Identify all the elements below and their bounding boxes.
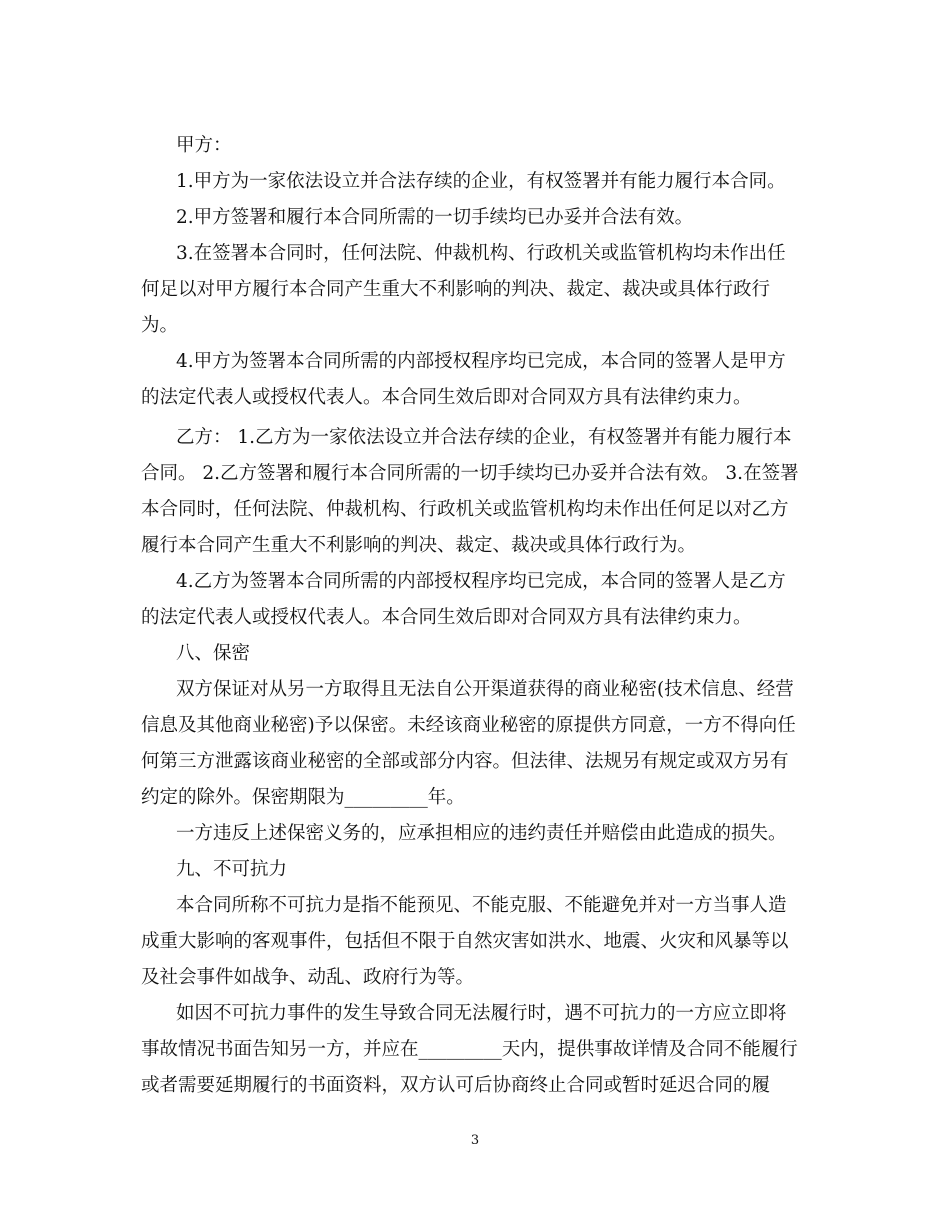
page-number: 3 <box>470 1133 480 1148</box>
text-line: 双方保证对从另一方取得且无法自公开渠道获得的商业秘密(技术信息、经营 <box>176 679 794 700</box>
text-line: 2.甲方签署和履行本合同所需的一切手续均已办妥并合法有效。 <box>176 207 694 228</box>
text-line: 4.乙方为签署本合同所需的内部授权程序均已完成，本合同的签署人是乙方 <box>176 571 786 592</box>
text-line: 信息及其他商业秘密)予以保密。未经该商业秘密的原提供方同意，一方不得向任 <box>141 715 796 736</box>
text-line: 何第三方泄露该商业秘密的全部或部分内容。但法律、法规另有规定或双方另有 <box>141 751 789 772</box>
section-heading-confidentiality: 八、保密 <box>176 643 251 664</box>
text-line: 合同。 2.乙方签署和履行本合同所需的一切手续均已办妥并合法有效。 3.在签署 <box>141 463 799 484</box>
party-b-paragraph-line: 乙方： 1.乙方为一家依法设立并合法存续的企业，有权签署并有能力履行本 <box>176 427 792 448</box>
text-line: 如因不可抗力事件的发生导致合同无法履行时，遇不可抗力的一方应立即将 <box>176 1003 787 1024</box>
text-line: 一方违反上述保密义务的，应承担相应的违约责任并赔偿由此造成的损失。 <box>176 823 787 844</box>
text-line: 的法定代表人或授权代表人。本合同生效后即对合同双方具有法律约束力。 <box>141 607 752 628</box>
text-line: 或者需要延期履行的书面资料，双方认可后协商终止合同或暂时延迟合同的履 <box>141 1075 771 1096</box>
text-line: 3.在签署本合同时，任何法院、仲裁机构、行政机关或监管机构均未作出任 <box>176 243 786 264</box>
text-line: 的法定代表人或授权代表人。本合同生效后即对合同双方具有法律约束力。 <box>141 387 752 408</box>
text-line: 何足以对甲方履行本合同产生重大不利影响的判决、裁定、裁决或具体行政行 <box>141 279 771 300</box>
text-line: 履行本合同产生重大不利影响的判决、裁定、裁决或具体行政行为。 <box>141 535 697 556</box>
text-line: 及社会事件如战争、动乱、政府行为等。 <box>141 967 475 988</box>
text-line: 本合同所称不可抗力是指不能预见、不能克服、不能避免并对一方当事人造 <box>176 895 787 916</box>
text-line: 1.甲方为一家依法设立并合法存续的企业，有权签署并有能力履行本合同。 <box>176 171 786 192</box>
text-line: 事故情况书面告知另一方，并应在_________天内，提供事故详情及合同不能履行 <box>141 1039 798 1060</box>
text-line: 为。 <box>141 315 179 336</box>
section-heading-force-majeure: 九、不可抗力 <box>176 859 288 880</box>
text-line: 本合同时，任何法院、仲裁机构、行政机关或监管机构均未作出任何足以对乙方 <box>141 499 789 520</box>
party-a-heading: 甲方： <box>176 135 232 156</box>
text-line: 4.甲方为签署本合同所需的内部授权程序均已完成，本合同的签署人是甲方 <box>176 351 786 372</box>
text-line: 约定的除外。保密期限为_________年。 <box>141 787 465 808</box>
text-line: 成重大影响的客观事件，包括但不限于自然灾害如洪水、地震、火灾和风暴等以 <box>141 931 789 952</box>
